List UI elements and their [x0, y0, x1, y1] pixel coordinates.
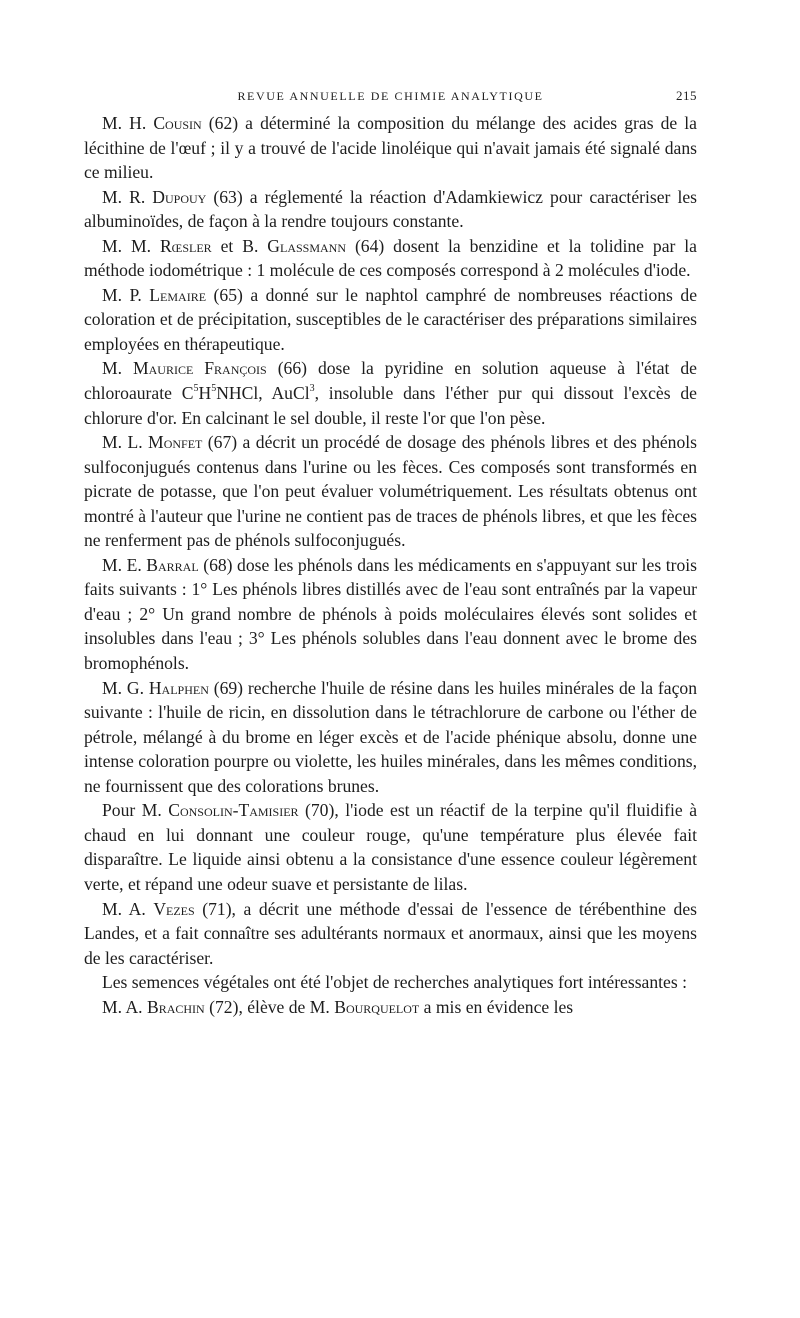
author-name: Barral — [146, 554, 199, 575]
paragraph-text: (68) dose les phénols dans les médicaments en s'appuyant sur les trois faits suivants : 1° Les phénols libres distillés avec de l'eau sont entraînés par la vapeur d'eau ; 2° Un grand nombre de phénols à poids moléculaires élevés sont solides et insolubles dans l'eau ; 3° Les phénols solubles dans l'eau donnent avec le brome des bromophénols. — [84, 554, 698, 674]
paragraph-intro: M. A. — [102, 996, 147, 1017]
paragraph-halphen — [84, 676, 697, 799]
paragraph-text: (65) a donné sur le naphtol camphré de nombreuses réactions de coloration et de précipitation, susceptibles de le caractériser des préparations similaires employées en thérapeutique. — [84, 284, 698, 354]
author-name: Brachin — [146, 996, 205, 1017]
paragraph-text: , insoluble dans l'éther pur qui dissout l'excès de chlorure d'or. En calcinant le sel double, il reste l'or que l'on pèse. — [84, 383, 697, 428]
paragraph-semences — [84, 970, 697, 995]
author-name: Consolin-Tamisier — [168, 800, 299, 821]
author-name: Lemaire — [149, 284, 207, 305]
paragraph-cousin — [84, 111, 697, 185]
running-title: REVUE ANNUELLE DE CHIMIE ANALYTIQUE — [237, 89, 544, 103]
page — [84, 84, 697, 1019]
author-name: Monfet — [148, 432, 203, 453]
author-name-2: Bourquelot — [334, 996, 420, 1017]
paragraph-text: (71), a décrit une méthode d'essai de l'essence de térébenthine des Landes, et a fait connaître ses adultérants normaux et anormaux, ainsi que les moyens de les caractériser. — [84, 898, 697, 968]
paragraph-text: (67) a décrit un procédé de dosage des phénols libres et des phénols sulfoconjugués contenus dans l'urine ou les fèces. Ces composés sont transformés en picrate de potasse, que l'on peut évaluer volumétriquement. Les résultats obtenus ont montré à l'auteur que l'urine ne contient pas de traces de phénols libres, et que les fèces ne renferment pas de phénols sulfoconjugués. — [84, 432, 697, 551]
paragraph-intro: M. — [102, 358, 133, 379]
paragraph-connector: (72), élève de M. — [204, 996, 335, 1017]
running-head — [84, 84, 697, 108]
paragraph-text: (70), l'iode est un réactif de la terpine qu'il fluidifie à chaud en lui donnant une couleur rouge, qu'une température plus élevée fait disparaître. Le liquide ainsi obtenu a la consistance d'une essence couleur légèrement verte, et répand une odeur suave et persistante de lilas. — [84, 800, 698, 894]
paragraph-dupouy — [84, 185, 697, 234]
paragraph-text: (62) a déterminé la composition du mélange des acides gras de la lécithine de l'œuf ; il y a trouvé de l'acide linoléique qui n'avait jamais été signalé dans ce milieu. — [84, 113, 697, 183]
paragraph-text: Les semences végétales ont été l'objet de recherches analytiques fort intéressantes : — [102, 972, 687, 993]
paragraph-intro: M. L. — [102, 432, 149, 453]
paragraph-text: (63) a réglementé la réaction d'Adamkiewicz pour caractériser les albuminoïdes, de façon à la rendre toujours constante. — [84, 186, 697, 232]
paragraph-text: a mis en évidence les — [419, 996, 574, 1017]
paragraph-intro: M. H. — [102, 113, 154, 133]
paragraph-intro: M. G. — [102, 677, 149, 698]
paragraph-lemaire — [84, 283, 697, 357]
formula-superscript: 5 — [193, 383, 199, 395]
paragraph-text: (69) recherche l'huile de résine dans les huiles minérales de la façon suivante : l'huile de ricin, en dissolution dans le tétrachlorure de carbone ou l'éther de pétrole, mélangé à du brome en léger excès et de l'acide phénique absolu, donne une intense coloration pourpre ou violette, les huiles minérales, dans les mêmes conditions, ne fournissent que des colorations brunes. — [84, 677, 697, 796]
paragraph-brachin — [84, 995, 697, 1020]
paragraph-text: (64) dosent la benzidine et la tolidine par la méthode iodométrique : 1 molécule de ces composés correspond à 2 molécules d'iode. — [84, 235, 697, 281]
formula-superscript: 3 — [309, 383, 315, 395]
paragraph-connector: et B. — [211, 235, 268, 256]
author-name: Dupouy — [152, 186, 207, 207]
paragraph-intro: Pour M. — [102, 800, 169, 821]
paragraph-monfet — [84, 430, 697, 553]
formula-superscript: 5 — [211, 383, 217, 395]
paragraph-intro: M. R. — [102, 186, 153, 207]
paragraph-text: (66) dose la pyridine en solution aqueuse à l'état de chloroaurate C — [84, 358, 697, 404]
paragraph-barral — [84, 553, 697, 676]
paragraph-intro: M. P. — [102, 284, 150, 305]
paragraph-consolin-tamisier — [84, 798, 697, 896]
page-number: 215 — [676, 88, 697, 103]
author-name-2: Glassmann — [267, 235, 347, 256]
paragraph-francois — [84, 356, 697, 430]
author-name: Cousin — [153, 113, 202, 133]
author-name: Vezes — [153, 898, 195, 919]
paragraph-intro: M. M. — [102, 235, 160, 256]
paragraph-intro: M. A. — [102, 898, 154, 919]
author-name: Halphen — [148, 677, 209, 698]
paragraph-roesler — [84, 234, 697, 283]
formula-text: NHCl, AuCl — [216, 383, 310, 404]
paragraph-vezes — [84, 897, 697, 971]
author-name: Rœsler — [159, 235, 212, 256]
paragraph-intro: M. E. — [102, 554, 147, 575]
author-name: Maurice François — [133, 358, 267, 379]
formula-text: H — [198, 383, 212, 404]
